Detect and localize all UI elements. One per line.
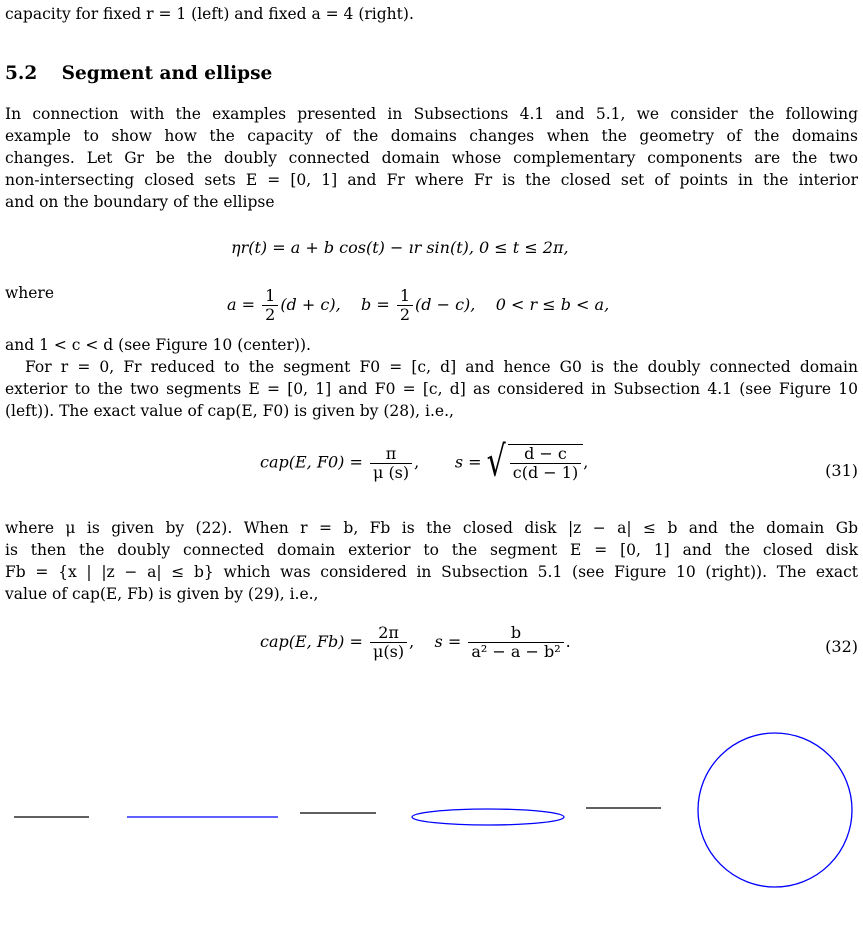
eq32-s-lhs: s = bbox=[434, 632, 462, 651]
sqrt-sign: √ bbox=[486, 438, 506, 488]
para3-line1: where μ is given by (22). When r = b, Fb is the closed disk |z − a| ≤ b and the domain Gb bbox=[5, 519, 858, 537]
para2-line1: For r = 0, Fr reduced to the segment F0 = [c, d] and hence G0 is the doubly connected domain bbox=[25, 358, 858, 376]
line-cd: and 1 < c < d (see Figure 10 (center)). bbox=[5, 336, 311, 354]
where-label: where bbox=[5, 284, 55, 302]
equation-ellipse-text: ηr(t) = a + b cos(t) − ır sin(t), 0 ≤ t ≤ 2π, bbox=[231, 238, 569, 257]
eq32-sep: , bbox=[409, 632, 415, 651]
eq-b-frac-den: 2 bbox=[399, 305, 411, 324]
equation-a-b bbox=[227, 287, 609, 324]
para3-line4: value of cap(E, Fb) is given by (29), i.e., bbox=[5, 585, 319, 603]
eq31-frac-num: π bbox=[370, 445, 412, 464]
section-title: Segment and ellipse bbox=[61, 63, 273, 84]
eq32-lhs: cap(E, Fb) = bbox=[260, 632, 363, 651]
eq31-frac-den: μ (s) bbox=[372, 462, 410, 482]
ellipse-center-Fr bbox=[412, 809, 564, 825]
para1-line4: non-intersecting closed sets E = [0, 1] and Fr where Fr is the closed set of points in the interior bbox=[5, 171, 858, 189]
section-heading bbox=[5, 63, 272, 85]
eq32-s-num: b bbox=[468, 624, 563, 643]
eq32-frac bbox=[370, 624, 407, 661]
para3-line2: is then the doubly connected domain exterior to the segment E = [0, 1] and the closed disk bbox=[5, 541, 858, 559]
equation-32-number: (32) bbox=[825, 637, 858, 656]
para2-line2: exterior to the two segments E = [0, 1] and F0 = [c, d] as considered in Subsection 4.1 (see Figure 10 bbox=[5, 380, 858, 398]
eq-a-frac bbox=[262, 287, 278, 324]
disk-right-Fb bbox=[698, 733, 852, 887]
para1-line2: example to show how the capacity of the domains changes when the geometry of the domains bbox=[5, 127, 858, 145]
eq31-frac bbox=[370, 445, 412, 482]
eq32-s-den: a² − a − b² bbox=[471, 642, 561, 661]
eq31-sqrt bbox=[508, 444, 583, 482]
para1-line3: changes. Let Gr be the doubly connected domain whose complementary components are the two bbox=[5, 149, 858, 167]
eq31-s-lhs: s = bbox=[454, 452, 482, 472]
eq-ab-condition: 0 < r ≤ b < a, bbox=[495, 295, 610, 314]
eq31-sep: , bbox=[414, 452, 420, 472]
para1-line1: In connection with the examples presented in Subsections 4.1 and 5.1, we consider the following bbox=[5, 105, 858, 123]
equation-31-number: (31) bbox=[825, 461, 858, 480]
eq32-s-frac bbox=[468, 624, 563, 661]
eq32-tail: . bbox=[565, 632, 571, 651]
eq32-frac-num: 2π bbox=[370, 624, 407, 643]
eq-b-rhs: (d − c), bbox=[415, 295, 476, 314]
para3-line3: Fb = {x | |z − a| ≤ b} which was considered in Subsection 5.1 (see Figure 10 (right)). The exact bbox=[5, 563, 858, 581]
eq31-lhs: cap(E, F0) = bbox=[260, 452, 363, 472]
section-number: 5.2 bbox=[5, 63, 38, 84]
eq31-tail: , bbox=[583, 452, 589, 472]
para2-line3: (left)). The exact value of cap(E, F0) is given by (28), i.e., bbox=[5, 402, 454, 420]
para1-line5: and on the boundary of the ellipse bbox=[5, 193, 275, 211]
eq-a-rhs: (d + c), bbox=[280, 295, 341, 314]
eq-a-frac-den: 2 bbox=[265, 305, 276, 324]
eq31-sqrt-num: d − c bbox=[510, 445, 581, 464]
eq31-sqrt-frac bbox=[510, 445, 581, 482]
figure-caption-tail: capacity for fixed r = 1 (left) and fixed a = 4 (right). bbox=[5, 5, 414, 23]
equation-ellipse bbox=[231, 237, 569, 259]
equation-31 bbox=[260, 438, 589, 488]
eq-a-frac-num: 1 bbox=[262, 287, 278, 306]
eq-b-frac bbox=[397, 287, 413, 324]
eq-b-frac-num: 1 bbox=[397, 287, 413, 306]
eq-a-lhs: a = bbox=[227, 295, 256, 314]
eq-b-lhs: b = bbox=[361, 295, 390, 314]
eq32-frac-den: μ(s) bbox=[373, 642, 405, 661]
equation-32 bbox=[260, 624, 571, 661]
eq31-sqrt-den: c(d − 1) bbox=[512, 463, 579, 482]
